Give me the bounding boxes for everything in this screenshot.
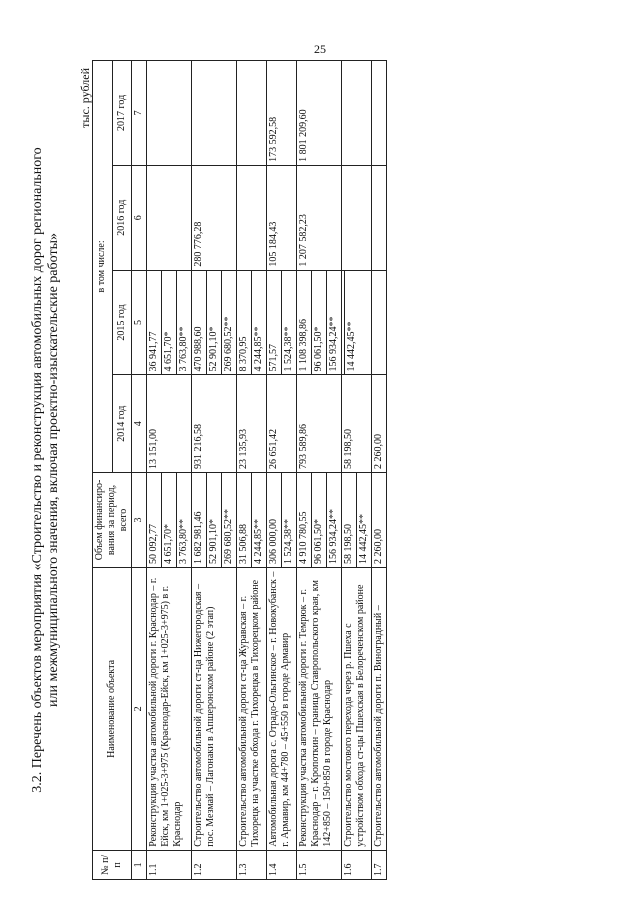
column-index-row <box>132 61 147 880</box>
total-amount <box>372 472 387 567</box>
amount-2016 <box>237 165 267 270</box>
table-row <box>147 61 192 880</box>
amount-2015-line: 96 061,50* <box>311 271 325 375</box>
object-name: Реконструкция участка автомобильной дороги г. Темрюк – г. Краснодар – г. Кропоткин – граница Ставропольского края, км 142+850 – 150+850 в городе Краснодар <box>297 568 342 851</box>
table-row <box>342 61 372 880</box>
amount-2014: 13 151,00 <box>147 375 192 473</box>
amount-2017 <box>372 61 387 166</box>
total-amount-line: 2 260,00 <box>373 529 384 564</box>
header-2017: 2017 год <box>112 61 132 166</box>
header-row-1 <box>93 61 113 880</box>
section-heading <box>30 60 62 880</box>
total-amount <box>192 472 237 567</box>
column-index: 5 <box>132 270 147 375</box>
amount-2014: 793 589,86 <box>297 375 342 473</box>
total-amount-line: 3 763,80** <box>176 473 190 567</box>
amount-2015-line: 14 442,45** <box>344 271 358 375</box>
amount-2016 <box>147 165 192 270</box>
amount-2016: 105 184,43 <box>267 165 297 270</box>
column-index: 6 <box>132 165 147 270</box>
amount-2015 <box>147 270 192 375</box>
total-amount <box>297 472 342 567</box>
total-amount <box>237 472 267 567</box>
object-name: Строительство мостового перехода через р. Пшеха с устройством обхода ст-цы Пшехская в Белореченском районе <box>342 568 372 851</box>
column-index: 3 <box>132 472 147 567</box>
row-number: 1.6 <box>342 850 372 879</box>
amount-2015 <box>237 270 267 375</box>
amount-2015-line: 571,57 <box>268 343 279 372</box>
amount-2015-line: 156 934,24** <box>326 271 340 375</box>
total-amount-line: 1 524,38** <box>281 473 295 567</box>
object-name: Реконструкция участка автомобильной дороги г. Краснодар – г. Ейск, км 1+025-3+975 (Краснодар-Ейск, км 1+025-3+975) в г. Краснодар <box>147 568 192 851</box>
row-number: 1.3 <box>237 850 267 879</box>
amount-2015-line: 36 941,77 <box>148 331 159 372</box>
header-2014: 2014 год <box>112 375 132 473</box>
amount-2015 <box>342 270 372 375</box>
header-num: № п/п <box>93 850 132 879</box>
total-amount-line: 4 244,85** <box>251 473 265 567</box>
total-amount-line: 1 682 981,46 <box>193 511 204 564</box>
amount-2015-line: 1 524,38** <box>281 271 295 375</box>
amount-2014: 2 260,00 <box>372 375 387 473</box>
total-amount-line: 50 092,77 <box>148 524 159 564</box>
row-number: 1.7 <box>372 850 387 879</box>
total-amount-line: 269 680,52** <box>221 473 235 567</box>
column-index: 1 <box>132 850 147 879</box>
amount-2016: 1 207 582,23 <box>297 165 342 270</box>
object-name: Строительство автомобильной дороги п. Виноградный – <box>372 568 387 851</box>
amount-2015-line: 4 244,85** <box>251 271 265 375</box>
row-number: 1.1 <box>147 850 192 879</box>
header-name: Наименование объекта <box>93 568 132 851</box>
object-name: Строительство автомобильной дороги ст-ца Журавская – г. Тихорецк на участке обхода г. Тихорецка в Тихорецком районе <box>237 568 267 851</box>
amount-2015 <box>297 270 342 375</box>
amount-2014: 58 198,50 <box>342 375 372 473</box>
amount-2015-line: 52 901,10* <box>206 271 220 375</box>
row-number: 1.4 <box>267 850 297 879</box>
table-row <box>267 61 297 880</box>
header-2015: 2015 год <box>112 270 132 375</box>
amount-2017 <box>237 61 267 166</box>
amount-2015-line: 4 651,70* <box>161 271 175 375</box>
header-2016: 2016 год <box>112 165 132 270</box>
total-amount-line: 31 506,88 <box>238 524 249 564</box>
unit-label: тыс. рублей <box>78 68 92 128</box>
amount-2015-line: 3 763,80** <box>176 271 190 375</box>
total-amount-line: 52 901,10* <box>206 473 220 567</box>
total-amount <box>267 472 297 567</box>
table-body <box>147 61 387 880</box>
header-including: в том числе: <box>93 61 113 473</box>
amount-2014: 931 216,58 <box>192 375 237 473</box>
total-amount <box>147 472 192 567</box>
amount-2015-line: 1 108 398,86 <box>298 318 309 372</box>
heading-line-2: или межмуниципального значения, включая проектно-изыскательские работы» <box>46 233 61 707</box>
amount-2015 <box>192 270 237 375</box>
total-amount-line: 4 651,70* <box>161 473 175 567</box>
amount-2014: 26 651,42 <box>267 375 297 473</box>
objects-table <box>92 60 387 880</box>
amount-2015-line: 8 370,95 <box>238 336 249 372</box>
row-number: 1.5 <box>297 850 342 879</box>
amount-2015 <box>267 270 297 375</box>
amount-2017 <box>192 61 237 166</box>
amount-2015-line: 470 988,60 <box>193 326 204 372</box>
total-amount <box>342 472 372 567</box>
total-amount-line: 58 198,50 <box>343 524 354 564</box>
table-row <box>372 61 387 880</box>
object-name: Строительство автомобильной дороги ст-ца Нижегородская – пос. Мезмай – Лагонаки в Апшеронском районе (2 этап) <box>192 568 237 851</box>
amount-2017: 173 592,58 <box>267 61 297 166</box>
column-index: 4 <box>132 375 147 473</box>
rotated-page-content <box>30 60 590 880</box>
column-index: 7 <box>132 61 147 166</box>
amount-2016: 280 776,28 <box>192 165 237 270</box>
header-total: Объем финансиро-вания за период, всего <box>93 472 132 567</box>
table-row <box>192 61 237 880</box>
table-row <box>237 61 267 880</box>
table-row <box>297 61 342 880</box>
heading-line-1: 3.2. Перечень объектов мероприятия «Строительство и реконструкция автомобильных дорог регионального <box>30 147 45 793</box>
amount-2016 <box>342 165 372 270</box>
column-index: 2 <box>132 568 147 851</box>
total-amount-line: 4 910 780,55 <box>298 511 309 564</box>
total-amount-line: 306 000,00 <box>268 519 279 564</box>
amount-2017: 1 801 209,60 <box>297 61 342 166</box>
total-amount-line: 14 442,45** <box>356 473 370 567</box>
total-amount-line: 96 061,50* <box>311 473 325 567</box>
amount-2015-line: 269 680,52** <box>221 271 235 375</box>
amount-2015 <box>372 270 387 375</box>
amount-2014: 23 135,93 <box>237 375 267 473</box>
amount-2017 <box>147 61 192 166</box>
total-amount-line: 156 934,24** <box>326 473 340 567</box>
amount-2016 <box>372 165 387 270</box>
object-name: Автомобильная дорога с. Отрадо-Ольгинское – г. Новокубанск – г. Армавир, км 44+780 – 45+550 в городе Армавир <box>267 568 297 851</box>
row-number: 1.2 <box>192 850 237 879</box>
page-number: 25 <box>314 42 326 56</box>
amount-2017 <box>342 61 372 166</box>
